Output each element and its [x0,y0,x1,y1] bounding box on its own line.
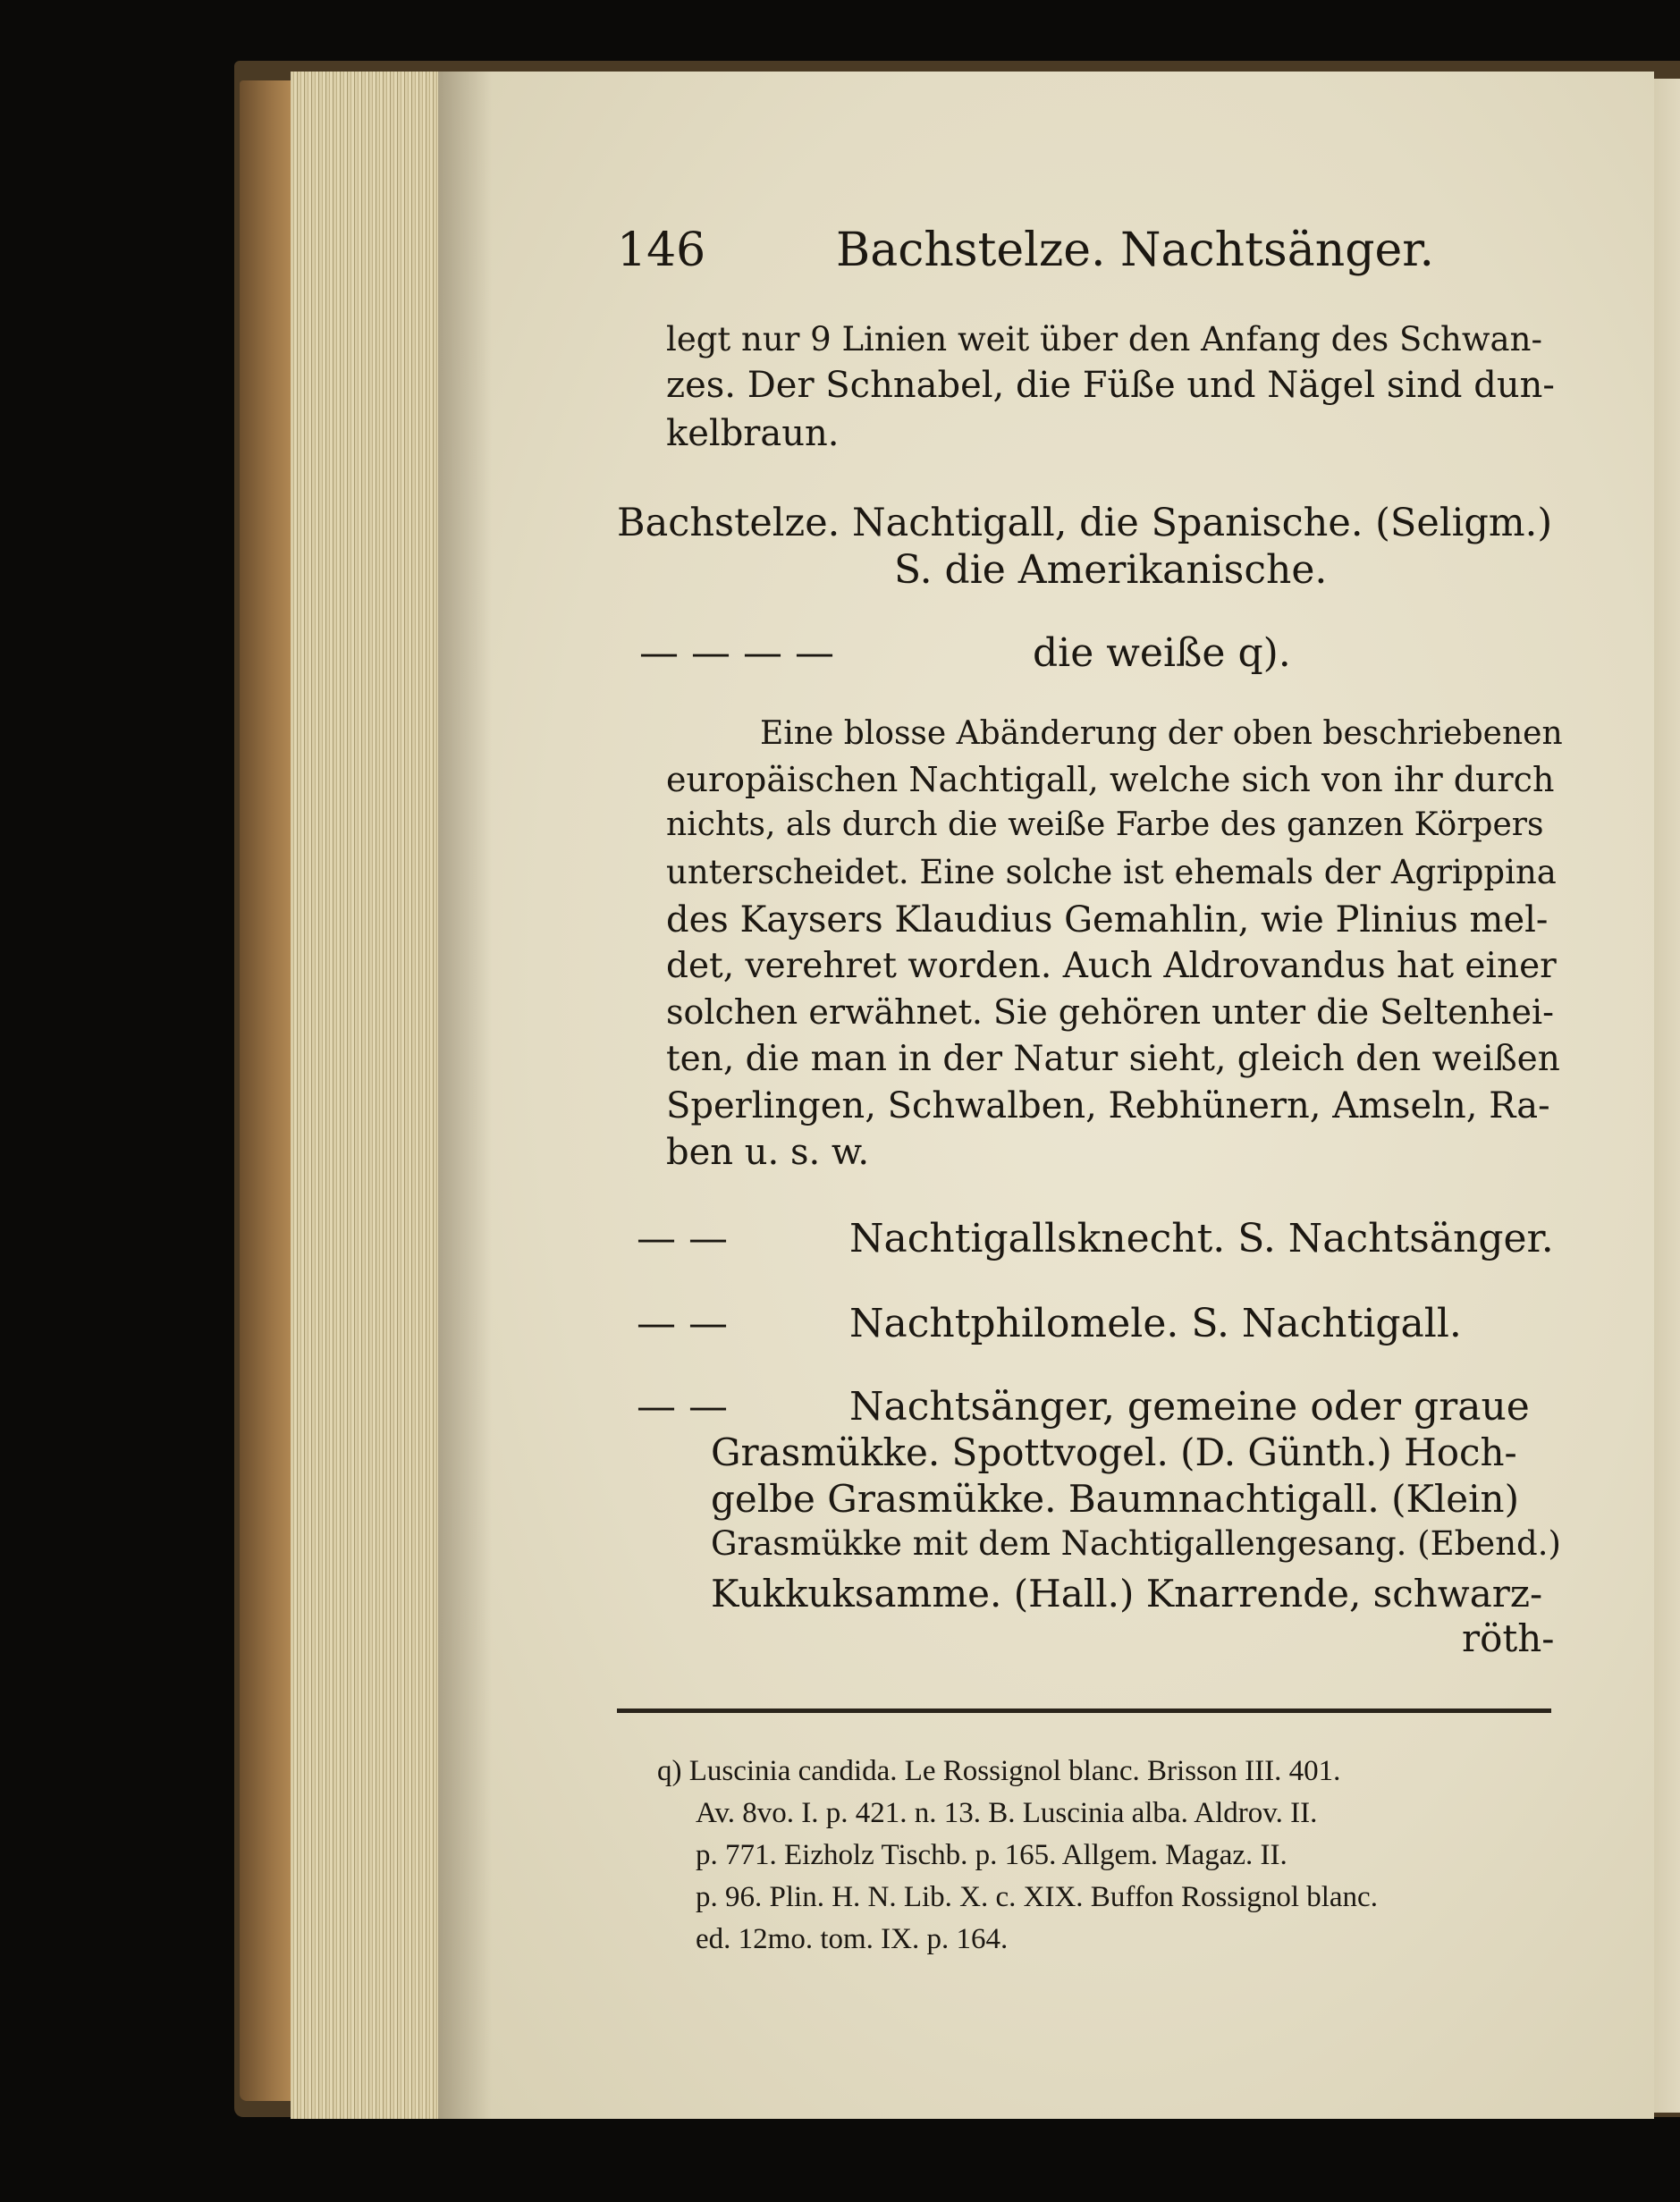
entry-knecht-text: Nachtigallsknecht. S. Nachtsänger. [849,1216,1554,1261]
entry-nachtsaenger-dashes: — — [637,1384,728,1430]
entry-nachtsaenger-line-5: Kukkuksamme. (Hall.) Knarrende, schwarz- [711,1572,1543,1616]
entry-weisse-dashes: — — — — [639,630,834,676]
entry-philomele-text: Nachtphilomele. S. Nachtigall. [849,1301,1462,1346]
cover-edge [240,80,293,2101]
footnote-line-2: Av. 8vo. I. p. 421. n. 13. B. Luscinia alba. Aldrov. II. [696,1797,1318,1829]
intro-line-3: kelbraun. [666,413,840,454]
entry-nachtsaenger-line-2: Grasmükke. Spottvogel. (D. Günth.) Hoch- [711,1430,1517,1474]
paragraph-line-2: europäischen Nachtigall, welche sich von ihr durch [666,760,1555,799]
running-title: Bachstelze. Nachtsänger. [836,224,1434,277]
paragraph-line-3: nichts, als durch die weiße Farbe des ganzen Körpers [666,806,1544,843]
footnote-line-4: p. 96. Plin. H. N. Lib. X. c. XIX. Buffon Rossignol blanc. [696,1881,1378,1913]
paragraph-line-10: ben u. s. w. [666,1132,870,1173]
footnote-line-3: p. 771. Eizholz Tischb. p. 165. Allgem. Magaz. II. [696,1839,1287,1871]
paragraph-line-4: unterscheidet. Eine solche ist ehemals der Agrippina [666,853,1557,891]
entry-philomele-dashes: — — [637,1301,728,1346]
entry-knecht-dashes: — — [637,1216,728,1261]
paragraph-line-5: des Kaysers Klaudius Gemahlin, wie Plinius mel- [666,899,1549,941]
footnote-rule [617,1708,1551,1713]
entry-spanische-line-2: S. die Amerikanische. [894,547,1328,593]
footnote-line-1: q) Luscinia candida. Le Rossignol blanc. Brisson III. 401. [657,1755,1341,1787]
page-number: 146 [617,224,706,277]
footnote-line-5: ed. 12mo. tom. IX. p. 164. [696,1923,1009,1955]
paragraph-line-7: solchen erwähnet. Sie gehören unter die Seltenhei- [666,992,1555,1032]
entry-nachtsaenger-line-3: gelbe Grasmükke. Baumnachtigall. (Klein) [711,1477,1519,1521]
paragraph-line-8: ten, die man in der Natur sieht, gleich den weißen [666,1039,1560,1079]
entry-nachtsaenger-line-1: Nachtsänger, gemeine oder graue [849,1384,1530,1430]
paragraph-line-1: Eine blosse Abänderung der oben beschriebenen [760,715,1563,752]
entry-nachtsaenger-line-6: röth- [1462,1616,1555,1660]
intro-line-1: legt nur 9 Linien weit über den Anfang des Schwan- [666,320,1542,359]
paragraph-line-6: det, verehret worden. Auch Aldrovandus hat einer [666,946,1557,986]
entry-weisse-title: die weiße q). [1033,630,1291,676]
page-edges [291,72,443,2119]
paragraph-line-9: Sperlingen, Schwalben, Rebhünern, Amseln, Ra- [666,1085,1550,1126]
entry-nachtsaenger-line-4: Grasmükke mit dem Nachtigallengesang. (Ebend.) [711,1524,1561,1563]
entry-spanische-line-1: Bachstelze. Nachtigall, die Spanische. (Seligm.) [617,501,1553,545]
gutter-shadow [438,72,492,2119]
intro-line-2: zes. Der Schnabel, die Füße und Nägel sind dun- [666,365,1555,406]
